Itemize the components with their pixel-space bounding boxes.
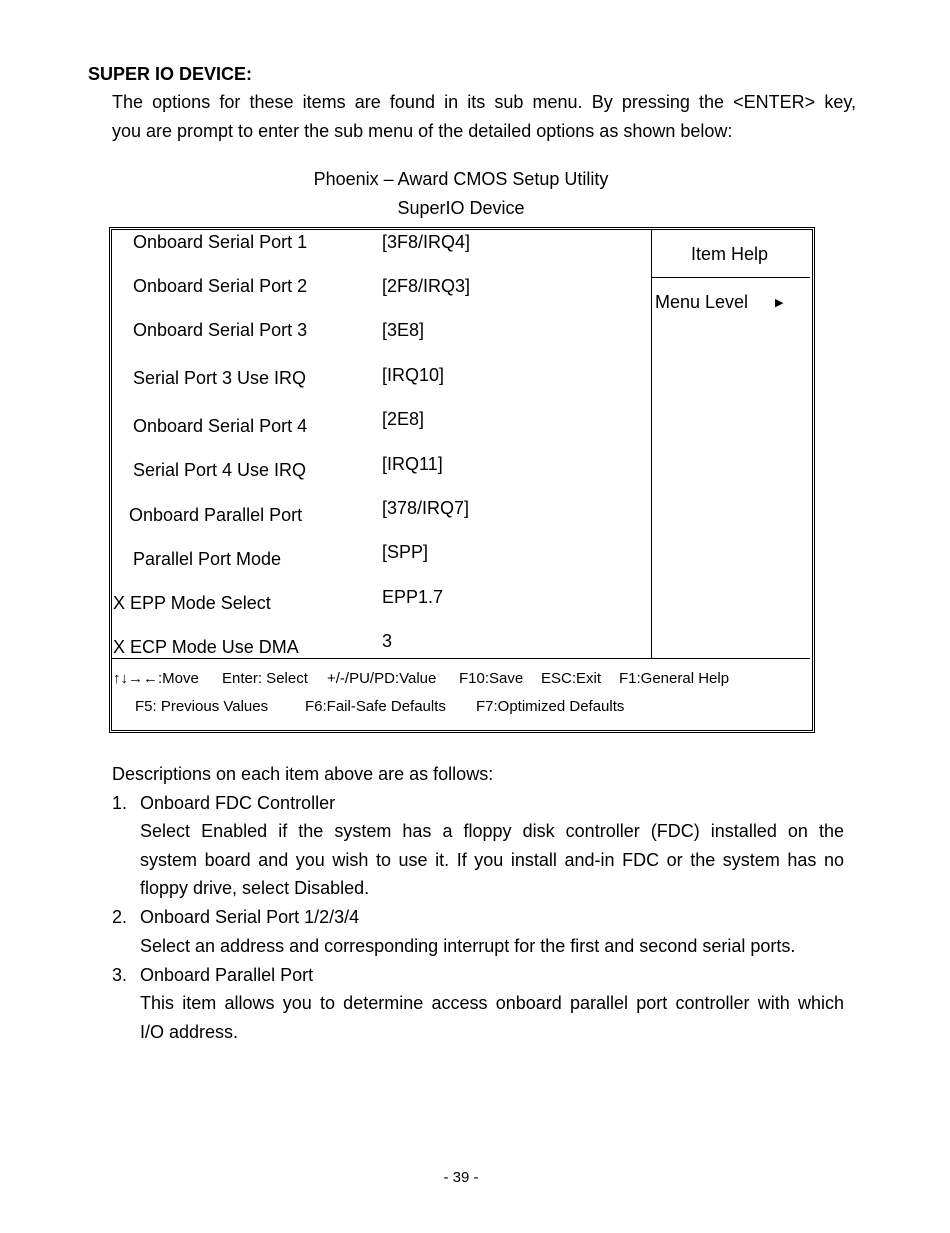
intro-line-1: The options for these items are found in its sub menu. By pressing the <ENTER> key, [112,92,856,112]
key-optimized-defaults: F7:Optimized Defaults [476,698,625,715]
key-enter: Enter: Select [222,670,308,687]
setting-label-parallel-port-mode: Parallel Port Mode [133,549,282,569]
key-general-help: F1:General Help [619,670,730,687]
item-1-title: Onboard FDC Controller [140,793,336,813]
setting-label-ecp-dma: X ECP Mode Use DMA [113,637,299,657]
item-3-body-line-2: I/O address. [140,1022,239,1042]
setting-label-parallel-port: Onboard Parallel Port [129,505,303,525]
key-legend-divider [112,658,810,659]
item-2-body-line-1: Select an address and corresponding interrupt for the first and second serial ports. [140,936,796,956]
setting-value-ecp-dma: 3 [382,631,393,651]
setting-value-serial-port-3[interactable]: [3E8] [382,320,425,340]
help-panel-divider [651,230,652,659]
setting-label-epp-mode: X EPP Mode Select [113,593,271,613]
item-3-body-line-1: This item allows you to determine access onboard parallel port controller with which [140,993,844,1013]
descriptions-intro: Descriptions on each item above are as follows: [112,764,494,784]
item-3-title: Onboard Parallel Port [140,965,314,985]
setting-label-serial-port-4-irq: Serial Port 4 Use IRQ [133,460,307,480]
item-3-number: 3. [112,965,128,985]
setting-value-parallel-port-mode[interactable]: [SPP] [382,542,429,562]
key-previous-values: F5: Previous Values [135,698,269,715]
key-move: ↑↓→←:Move [113,670,199,687]
setting-label-serial-port-2: Onboard Serial Port 2 [133,276,308,296]
intro-line-2: you are prompt to enter the sub menu of the detailed options as shown below: [112,121,733,141]
setting-value-parallel-port[interactable]: [378/IRQ7] [382,498,470,518]
help-header-divider [652,277,810,278]
item-1-body-line-1: Select Enabled if the system has a floppy disk controller (FDC) installed on the [140,821,844,841]
item-help-title: Item Help [691,244,769,264]
key-value: +/-/PU/PD:Value [327,670,437,687]
setting-label-serial-port-1: Onboard Serial Port 1 [133,232,308,252]
setting-label-serial-port-3-irq: Serial Port 3 Use IRQ [133,368,307,388]
item-1-number: 1. [112,793,128,813]
key-save: F10:Save [459,670,524,687]
setting-value-epp-mode: EPP1.7 [382,587,444,607]
menu-level-label: Menu Level [655,292,749,312]
key-fail-safe-defaults: F6:Fail-Safe Defaults [305,698,446,715]
section-title: SUPER IO DEVICE: [88,64,253,84]
item-1-body-line-2: system board and you wish to use it. If you install and-in FDC or the system has no [140,850,844,870]
item-2-number: 2. [112,907,128,927]
setting-value-serial-port-1[interactable]: [3F8/IRQ4] [382,232,471,252]
setting-value-serial-port-4-irq[interactable]: [IRQ11] [382,454,443,474]
item-1-body-line-3: floppy drive, select Disabled. [140,878,370,898]
setting-value-serial-port-3-irq[interactable]: [IRQ10] [382,365,445,385]
setting-label-serial-port-3: Onboard Serial Port 3 [133,320,308,340]
item-2-title: Onboard Serial Port 1/2/3/4 [140,907,360,927]
setting-value-serial-port-4[interactable]: [2E8] [382,409,425,429]
key-exit: ESC:Exit [541,670,602,687]
setting-label-serial-port-4: Onboard Serial Port 4 [133,416,308,436]
utility-title: Phoenix – Award CMOS Setup Utility [313,169,609,189]
setting-value-serial-port-2[interactable]: [2F8/IRQ3] [382,276,471,296]
menu-title: SuperIO Device [397,198,525,218]
page-number: - 39 - [443,1169,479,1186]
menu-level-arrow-icon: ▶ [775,297,784,309]
